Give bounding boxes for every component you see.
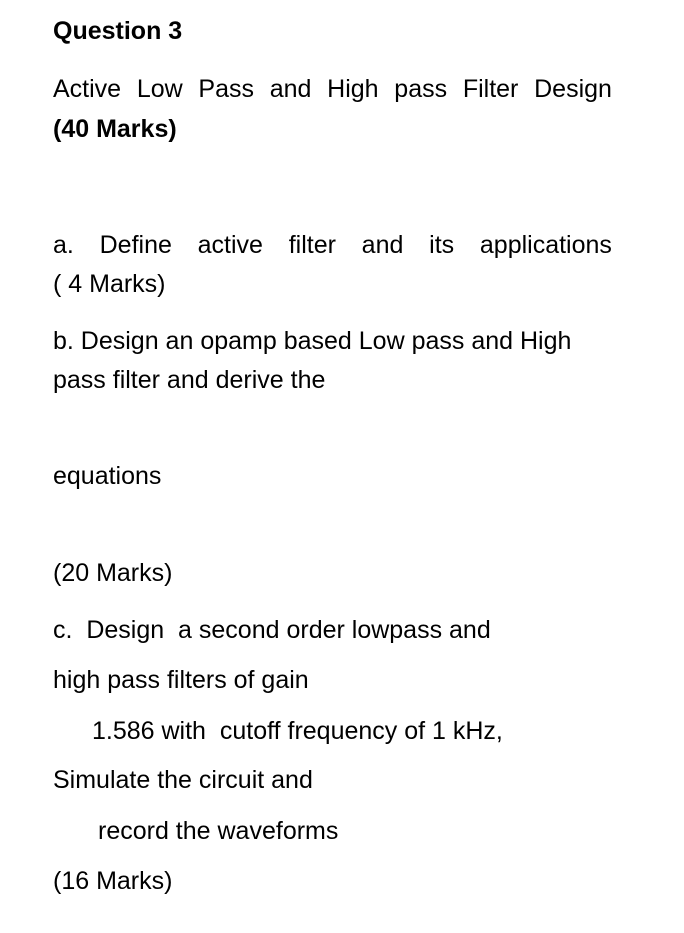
intro-word: Design xyxy=(534,75,612,103)
intro-word: pass xyxy=(394,75,448,103)
part-b-line-3: equations xyxy=(53,462,162,490)
part-b-line-1: b. Design an opamp based Low pass and High xyxy=(53,327,572,355)
part-a-word: a. xyxy=(53,231,74,259)
part-a-word: applications xyxy=(479,231,612,259)
intro-word: Active xyxy=(53,75,122,103)
part-c-marks: (16 Marks) xyxy=(53,867,173,895)
intro-word: Pass xyxy=(198,75,254,103)
part-a-text xyxy=(53,230,612,260)
intro-word: High xyxy=(327,75,379,103)
part-a-word: Define xyxy=(99,231,172,259)
part-a-word: its xyxy=(429,231,455,259)
intro-word: Filter xyxy=(462,75,519,103)
intro-heading xyxy=(53,74,612,104)
part-a-word: filter xyxy=(288,231,336,259)
intro-word: and xyxy=(269,75,312,103)
part-b-marks: (20 Marks) xyxy=(53,559,173,587)
part-a-word: active xyxy=(197,231,263,259)
part-c-line-4: Simulate the circuit and xyxy=(53,766,313,794)
part-c-line-2: high pass filters of gain xyxy=(53,666,309,694)
question-title: Question 3 xyxy=(53,17,183,45)
part-c-line-5: record the waveforms xyxy=(98,817,339,845)
part-b-line-2: pass filter and derive the xyxy=(53,366,326,394)
part-c-line-1: c. Design a second order lowpass and xyxy=(53,616,491,644)
intro-marks: (40 Marks) xyxy=(53,115,177,143)
intro-word: Low xyxy=(136,75,183,103)
part-c-line-3: 1.586 with cutoff frequency of 1 kHz, xyxy=(92,717,503,745)
part-a-marks: ( 4 Marks) xyxy=(53,270,166,298)
part-a-word: and xyxy=(361,231,404,259)
